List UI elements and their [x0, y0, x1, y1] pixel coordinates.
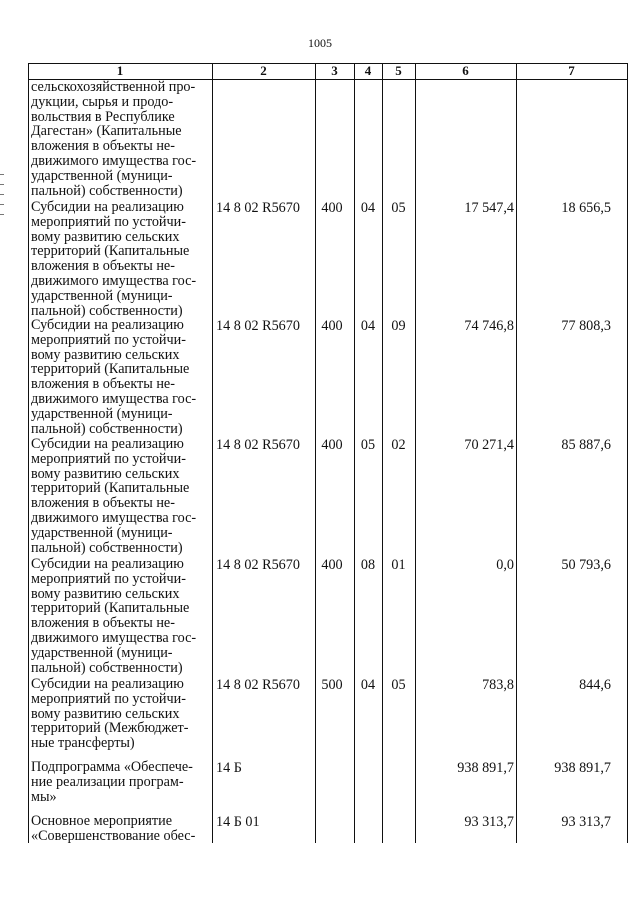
row-value-6: 93 313,7 — [464, 814, 514, 830]
row-type: 500 — [321, 677, 343, 693]
row-value-7: 77 808,3 — [561, 318, 611, 334]
row-section: 04 — [360, 677, 376, 693]
row-code: 14 8 02 R5670 — [216, 557, 300, 573]
column-header: 4 — [364, 63, 372, 78]
row-value-6: 0,0 — [496, 557, 514, 573]
row-subsection: 02 — [391, 437, 406, 453]
row-section: 05 — [360, 437, 376, 453]
column-header: 3 — [331, 63, 338, 78]
row-type: 400 — [321, 318, 343, 334]
margin-mark — [0, 204, 4, 205]
column-header: 5 — [395, 63, 402, 78]
row-value-7: 50 793,6 — [561, 557, 611, 573]
row-subsection: 05 — [391, 677, 406, 693]
row-subsection: 05 — [391, 200, 406, 216]
page-number: 1005 — [308, 36, 332, 50]
row-value-6: 783,8 — [482, 677, 514, 693]
margin-mark — [0, 194, 4, 195]
row-type: 400 — [321, 200, 343, 216]
row-section: 04 — [360, 200, 376, 216]
margin-mark — [0, 184, 4, 185]
row-value-7: 18 656,5 — [561, 200, 611, 216]
row-value-7: 85 887,6 — [561, 437, 611, 453]
row-code: 14 Б 01 — [216, 814, 260, 830]
column-divider — [28, 63, 29, 843]
row-value-6: 938 891,7 — [457, 760, 514, 776]
row-description: Основное мероприятие «Совершенствование обес- — [31, 813, 196, 844]
row-code: 14 8 02 R5670 — [216, 200, 300, 216]
column-header: 1 — [116, 63, 124, 78]
column-divider — [315, 63, 316, 843]
column-header: 7 — [568, 63, 575, 78]
row-value-6: 17 547,4 — [464, 200, 514, 216]
margin-mark — [0, 174, 4, 175]
row-description: Подпрограмма «Обеспече- ние реализации програм- мы» — [31, 759, 193, 805]
column-header: 6 — [462, 63, 469, 78]
row-description: Субсидии на реализацию мероприятий по устойчи- вому развитию сельских территорий (Капитальные вложения в объекты не- движимого имущества гос- ударственной (муници- пальной) собственности) — [31, 556, 197, 676]
row-value-7: 844,6 — [579, 677, 611, 693]
row-section: 08 — [360, 557, 376, 573]
row-value-7: 93 313,7 — [561, 814, 611, 830]
row-section: 04 — [360, 318, 376, 334]
row-value-6: 70 271,4 — [464, 437, 514, 453]
row-subsection: 09 — [391, 318, 406, 334]
row-subsection: 01 — [391, 557, 406, 573]
column-divider — [627, 63, 628, 843]
row-description: Субсидии на реализацию мероприятий по устойчи- вому развитию сельских территорий (Капитальные вложения в объекты не- движимого имущества гос- ударственной (муници- пальной) собственности) — [31, 199, 197, 319]
row-description: Субсидии на реализацию мероприятий по устойчи- вому развитию сельских территорий (Капитальные вложения в объекты не- движимого имущества гос- ударственной (муници- пальной) собственности) — [31, 317, 197, 437]
row-value-7: 938 891,7 — [554, 760, 611, 776]
column-divider — [354, 63, 355, 843]
row-code: 14 8 02 R5670 — [216, 437, 300, 453]
row-description: Субсидии на реализацию мероприятий по устойчи- вому развитию сельских территорий (Капитальные вложения в объекты не- движимого имущества гос- ударственной (муници- пальной) собственности) — [31, 436, 197, 556]
column-divider — [415, 63, 416, 843]
margin-mark — [0, 214, 4, 215]
column-header: 2 — [260, 63, 267, 78]
row-value-6: 74 746,8 — [464, 318, 514, 334]
row-type: 400 — [321, 557, 343, 573]
row-code: 14 Б — [216, 760, 242, 776]
row-code: 14 8 02 R5670 — [216, 318, 300, 334]
row-code: 14 8 02 R5670 — [216, 677, 300, 693]
column-divider — [516, 63, 517, 843]
row-type: 400 — [321, 437, 343, 453]
row-description: сельскохозяйственной про- дукции, сырья и продо- вольствия в Республике Дагестан» (Капитальные вложения в объекты не- движимого имущества гос- ударственной (муници- пальной) собственности) — [31, 79, 197, 199]
row-description: Субсидии на реализацию мероприятий по устойчи- вому развитию сельских территорий (Межбюджет- ные трансферты) — [31, 676, 189, 752]
column-divider — [382, 63, 383, 843]
